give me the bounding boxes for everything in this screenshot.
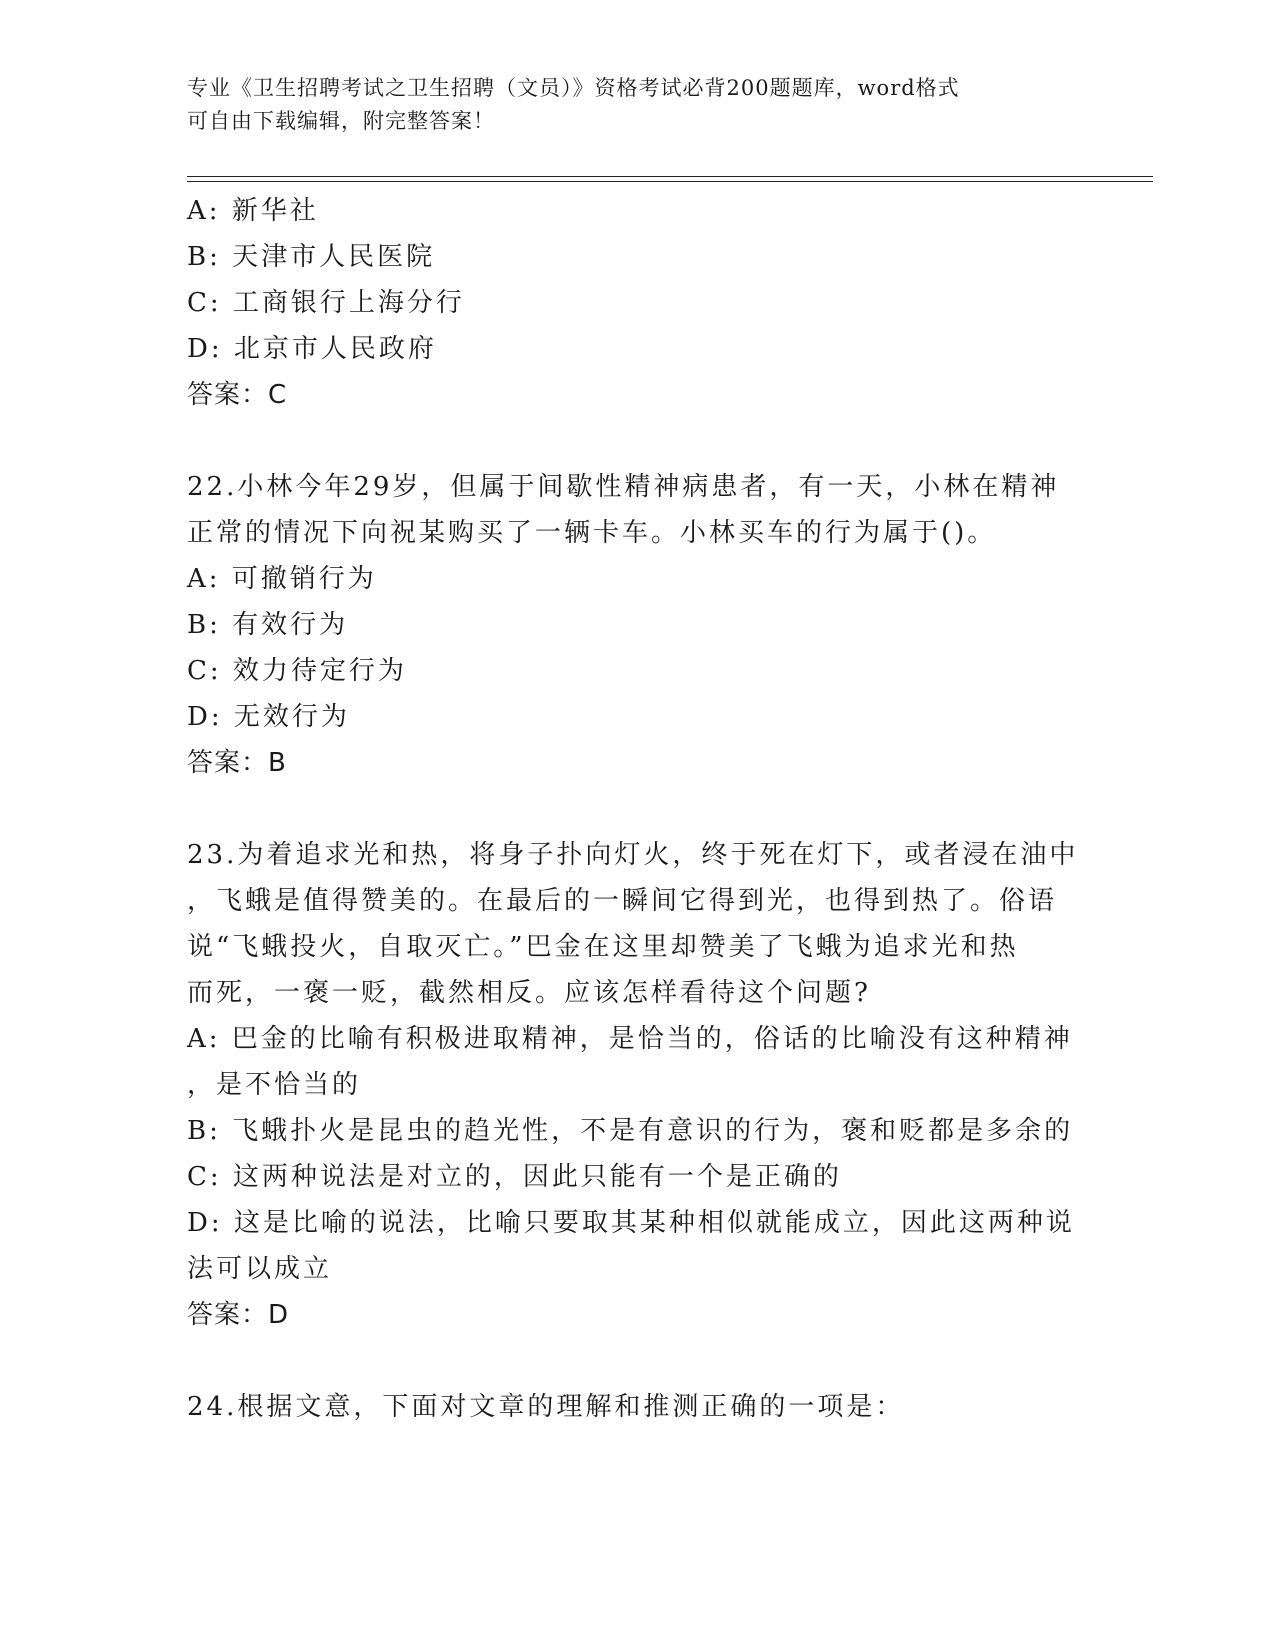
question-stem-line: 23.为着追求光和热，将身子扑向灯火，终于死在灯下，或者浸在油中 <box>187 840 1079 870</box>
answer: 答案：C <box>187 380 288 410</box>
question-23 <box>187 832 1087 1338</box>
option-d-continued: 法可以成立 <box>187 1254 333 1284</box>
question-21 <box>187 188 1087 418</box>
header-rule-top <box>187 176 1153 177</box>
question-22 <box>187 464 1087 786</box>
question-stem-line: 正常的情况下向祝某购买了一辆卡车。小林买车的行为属于()。 <box>187 518 997 548</box>
header-rule-bottom <box>187 181 1153 182</box>
question-content <box>187 188 1087 1430</box>
option-d: D: 无效行为 <box>187 702 350 732</box>
header-line-1: 专业《卫生招聘考试之卫生招聘（文员）》资格考试必背200题题库，word格式 <box>187 76 960 100</box>
option-a-continued: ，是不恰当的 <box>187 1070 362 1100</box>
question-24 <box>187 1384 1087 1430</box>
question-stem-line: 24.根据文意，下面对文章的理解和推测正确的一项是： <box>187 1392 905 1422</box>
option-b: B: 天津市人民医院 <box>187 242 436 272</box>
header-line-2: 可自由下载编辑，附完整答案！ <box>187 109 495 133</box>
option-a: A: 可撤销行为 <box>187 564 377 594</box>
option-a: A: 新华社 <box>187 196 319 226</box>
option-c: C: 工商银行上海分行 <box>187 288 465 318</box>
question-stem-line: 说“飞蛾投火，自取灭亡。”巴金在这里却赞美了飞蛾为追求光和热 <box>187 932 1019 962</box>
option-c: C: 这两种说法是对立的，因此只能有一个是正确的 <box>187 1162 842 1192</box>
question-stem-line: ，飞蛾是值得赞美的。在最后的一瞬间它得到光，也得到热了。俗语 <box>187 886 1058 916</box>
question-stem-line: 而死，一褒一贬，截然相反。应该怎样看待这个问题? <box>187 978 871 1008</box>
option-b: B: 有效行为 <box>187 610 349 640</box>
answer: 答案：D <box>187 1300 290 1330</box>
document-header <box>187 72 1067 138</box>
option-d: D: 这是比喻的说法，比喻只要取其某种相似就能成立，因此这两种说 <box>187 1208 1075 1238</box>
option-a: A: 巴金的比喻有积极进取精神，是恰当的，俗话的比喻没有这种精神 <box>187 1024 1073 1054</box>
option-d: D: 北京市人民政府 <box>187 334 437 364</box>
option-b: B: 飞蛾扑火是昆虫的趋光性，不是有意识的行为，褒和贬都是多余的 <box>187 1116 1074 1146</box>
answer: 答案：B <box>187 748 287 778</box>
question-stem-line: 22.小林今年29岁，但属于间歇性精神病患者，有一天，小林在精神 <box>187 472 1060 502</box>
option-c: C: 效力待定行为 <box>187 656 407 686</box>
